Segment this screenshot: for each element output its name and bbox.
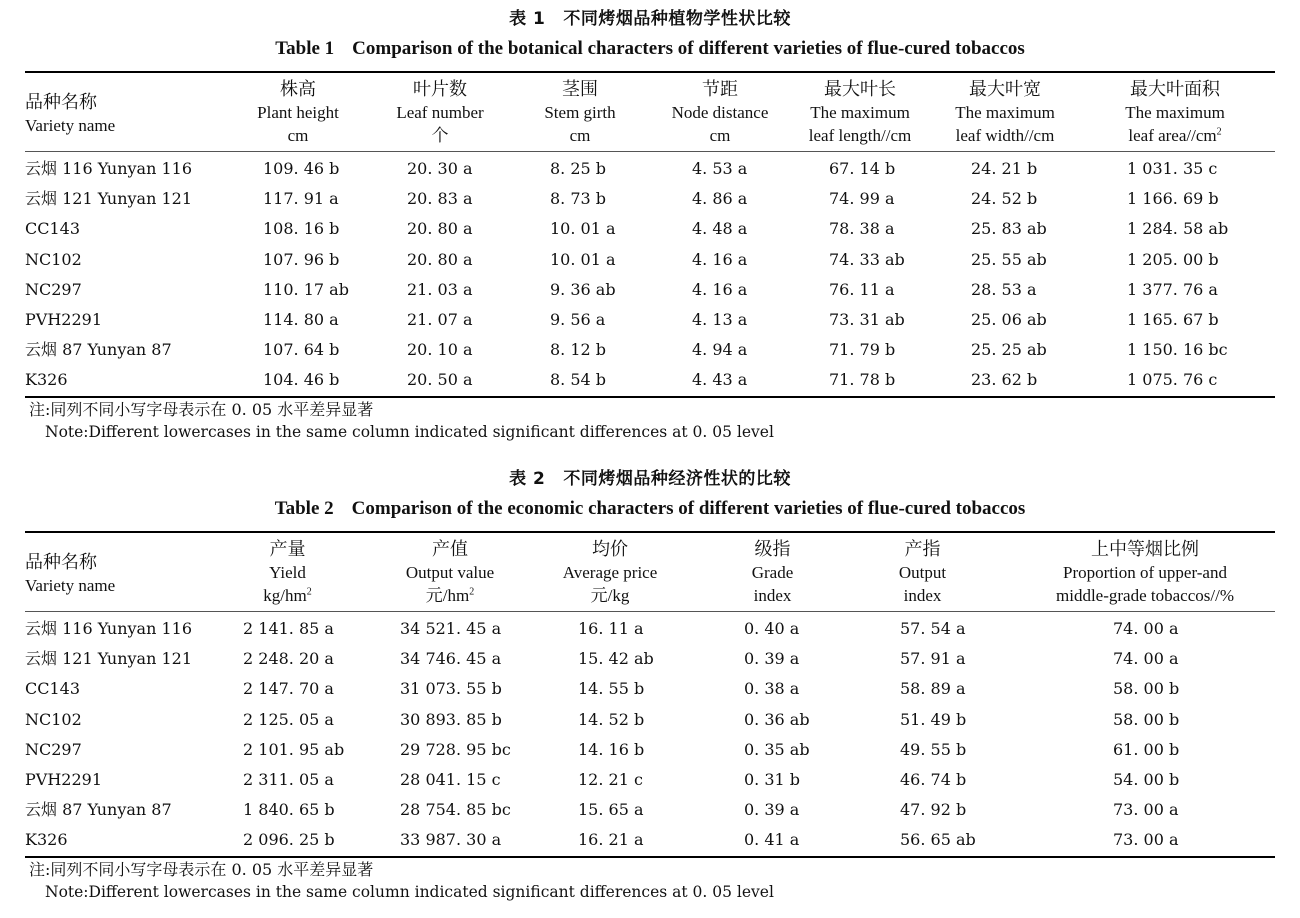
cell-yield: 2 311. 05 a (243, 769, 334, 789)
table-2-body (25, 614, 1275, 858)
cell-grade-index: 0. 38 a (744, 679, 800, 699)
cell-upper-middle-proportion: 54. 00 b (1113, 769, 1180, 789)
header-stem-girth (525, 78, 635, 147)
header-variety-name (25, 91, 245, 137)
table-row (25, 644, 1275, 674)
cell-stem-girth: 8. 73 b (550, 189, 607, 209)
table-1-number-cn: 表 1 (509, 9, 546, 29)
cell-variety-name: NC102 (25, 249, 82, 269)
cell-stem-girth: 8. 54 b (550, 370, 607, 390)
header-en: The maximum (1125, 103, 1225, 122)
header-unit: 元/kg (590, 586, 630, 605)
table-1-note-cn: 注:同列不同小写字母表示在 0. 05 水平差异显著 (29, 399, 374, 419)
cell-average-price: 15. 42 ab (578, 649, 654, 669)
cell-stem-girth: 10. 01 a (550, 249, 616, 269)
table-1-body (25, 154, 1275, 398)
cell-average-price: 12. 21 c (578, 769, 643, 789)
cell-average-price: 14. 55 b (578, 679, 645, 699)
header-variety-name (25, 551, 245, 597)
cell-variety-name: 云烟 121 Yunyan 121 (25, 649, 193, 669)
cell-max-leaf-area: 1 205. 00 b (1127, 249, 1219, 269)
header-node-distance (655, 78, 785, 147)
cell-variety-name: NC297 (25, 279, 82, 299)
header-cn: 均价 (592, 539, 628, 560)
cell-stem-girth: 9. 36 ab (550, 279, 616, 299)
cell-grade-index: 0. 39 a (744, 649, 800, 669)
table-2-caption-cn (25, 466, 1275, 492)
header-en: Average price (562, 563, 658, 582)
header-en: Proportion of upper-and (1063, 563, 1227, 582)
cell-grade-index: 0. 41 a (744, 830, 800, 850)
cell-max-leaf-width: 25. 06 ab (971, 309, 1047, 329)
cell-max-leaf-area: 1 150. 16 bc (1127, 340, 1228, 360)
table-1-header (25, 71, 1275, 152)
cell-plant-height: 108. 16 b (263, 219, 340, 239)
table-row (25, 275, 1275, 305)
cell-output-index: 51. 49 b (900, 709, 967, 729)
table-row (25, 184, 1275, 214)
cell-grade-index: 0. 40 a (744, 619, 800, 638)
table-2-caption-en (25, 495, 1275, 523)
header-unit (230, 584, 345, 607)
header-leaf-number (380, 78, 500, 147)
cell-node-distance: 4. 94 a (692, 340, 748, 360)
header-unit: leaf width//cm (955, 126, 1055, 145)
cell-leaf-number: 20. 50 a (407, 370, 473, 390)
header-unit (385, 584, 515, 607)
cell-upper-middle-proportion: 58. 00 b (1113, 709, 1180, 729)
cell-output-index: 49. 55 b (900, 739, 967, 759)
cell-upper-middle-proportion: 74. 00 a (1113, 649, 1179, 669)
cell-max-leaf-area: 1 377. 76 a (1127, 279, 1218, 299)
cell-node-distance: 4. 48 a (692, 219, 748, 239)
table-2-note-cn: 注:同列不同小写字母表示在 0. 05 水平差异显著 (29, 859, 374, 879)
cell-variety-name: K326 (25, 370, 68, 390)
header-unit: index (753, 586, 792, 605)
header-cn: 最大叶面积 (1130, 79, 1220, 100)
header-average-price (545, 538, 675, 607)
cell-output-index: 57. 91 a (900, 649, 966, 669)
cell-max-leaf-area: 1 284. 58 ab (1127, 219, 1229, 239)
table-row (25, 614, 1275, 644)
cell-output-value: 31 073. 55 b (400, 679, 502, 699)
header-cn: 级指 (754, 539, 791, 560)
header-upper-middle-proportion (1030, 538, 1260, 607)
cell-yield: 2 141. 85 a (243, 619, 334, 638)
cell-plant-height: 107. 96 b (263, 249, 340, 269)
cell-plant-height: 117. 91 a (263, 189, 339, 209)
table-2-note-en: Note:Different lowercases in the same column indicated significant differences at 0. 05 level (45, 882, 774, 901)
cell-leaf-number: 21. 03 a (407, 279, 473, 299)
header-cn: 株高 (280, 79, 316, 100)
cell-average-price: 14. 16 b (578, 739, 645, 759)
cell-yield: 1 840. 65 b (243, 800, 335, 820)
header-unit: cm (569, 126, 591, 145)
header-grade-index (725, 538, 820, 607)
header-unit: 个 (431, 126, 449, 145)
cell-variety-name: 云烟 87 Yunyan 87 (25, 800, 172, 820)
header-unit: leaf length//cm (808, 126, 912, 145)
table-1-note-en: Note:Different lowercases in the same column indicated significant differences at 0. 05 level (45, 422, 774, 441)
cell-leaf-number: 20. 80 a (407, 219, 473, 239)
header-cn: 产指 (904, 539, 941, 560)
cell-max-leaf-width: 24. 21 b (971, 159, 1038, 178)
cell-max-leaf-width: 25. 55 ab (971, 249, 1047, 269)
cell-output-value: 30 893. 85 b (400, 709, 502, 729)
table-1-title-en: Comparison of the botanical characters of different varieties of flue-cured tobaccos (352, 38, 1025, 59)
cell-leaf-number: 20. 10 a (407, 340, 473, 360)
table-row (25, 765, 1275, 795)
cell-grade-index: 0. 31 b (744, 769, 801, 789)
cell-leaf-number: 20. 83 a (407, 189, 473, 209)
cell-upper-middle-proportion: 74. 00 a (1113, 619, 1179, 638)
cell-max-leaf-width: 24. 52 b (971, 189, 1038, 209)
header-cn: 产值 (432, 539, 468, 560)
cell-max-leaf-width: 28. 53 a (971, 279, 1037, 299)
cell-max-leaf-length: 76. 11 a (829, 279, 895, 299)
cell-plant-height: 114. 80 a (263, 309, 339, 329)
cell-max-leaf-area: 1 166. 69 b (1127, 189, 1219, 209)
table-row (25, 705, 1275, 735)
cell-max-leaf-width: 25. 25 ab (971, 340, 1047, 360)
table-row (25, 154, 1275, 184)
header-cn: 最大叶宽 (969, 79, 1041, 100)
cell-variety-name: 云烟 116 Yunyan 116 (25, 159, 193, 178)
header-en: The maximum (955, 103, 1055, 122)
cell-output-value: 28 041. 15 c (400, 769, 501, 789)
cell-max-leaf-length: 71. 79 b (829, 340, 896, 360)
header-en: The maximum (810, 103, 910, 122)
cell-output-index: 47. 92 b (900, 800, 967, 820)
cell-output-index: 56. 65 ab (900, 830, 976, 850)
cell-yield: 2 101. 95 ab (243, 739, 345, 759)
header-cn: 节距 (702, 79, 738, 100)
header-en: Node distance (671, 103, 769, 122)
header-cn: 上中等烟比例 (1091, 539, 1199, 560)
cell-node-distance: 4. 16 a (692, 279, 748, 299)
header-unit (1105, 124, 1245, 147)
table-1-title-cn: 不同烤烟品种植物学性状比较 (563, 9, 791, 29)
header-max-leaf-area (1105, 78, 1245, 147)
cell-variety-name: NC297 (25, 739, 82, 759)
table-2-notes (25, 859, 1275, 903)
header-en: Stem girth (544, 103, 616, 122)
header-plant-height (243, 78, 353, 147)
header-cn: 最大叶长 (824, 79, 896, 100)
cell-max-leaf-area: 1 031. 35 c (1127, 159, 1218, 178)
cell-variety-name: PVH2291 (25, 769, 102, 789)
cell-grade-index: 0. 39 a (744, 800, 800, 820)
cell-max-leaf-length: 71. 78 b (829, 370, 896, 390)
header-unit: index (903, 586, 942, 605)
cell-max-leaf-length: 78. 38 a (829, 219, 895, 239)
header-cn: 叶片数 (413, 79, 467, 100)
header-en: Grade (751, 563, 794, 582)
cell-variety-name: 云烟 121 Yunyan 121 (25, 189, 193, 209)
cell-stem-girth: 8. 25 b (550, 159, 607, 178)
cell-leaf-number: 20. 30 a (407, 159, 473, 178)
table-1-notes (25, 399, 1275, 443)
cell-output-index: 46. 74 b (900, 769, 967, 789)
cell-average-price: 14. 52 b (578, 709, 645, 729)
header-yield (230, 538, 345, 607)
cell-average-price: 16. 21 a (578, 830, 644, 850)
table-2-section (25, 466, 1275, 903)
cell-node-distance: 4. 43 a (692, 370, 748, 390)
cell-variety-name: CC143 (25, 219, 81, 239)
cell-leaf-number: 21. 07 a (407, 309, 473, 329)
cell-node-distance: 4. 53 a (692, 159, 748, 178)
header-unit-sup: 2 (306, 586, 312, 598)
header-cn: 茎围 (562, 79, 598, 100)
cell-plant-height: 109. 46 b (263, 159, 340, 178)
table-row (25, 305, 1275, 335)
cell-max-leaf-length: 67. 14 b (829, 159, 896, 178)
table-row (25, 674, 1275, 704)
header-en: Yield (269, 563, 306, 582)
header-unit-sup: 2 (469, 586, 475, 598)
header-max-leaf-length (795, 78, 925, 147)
cell-upper-middle-proportion: 73. 00 a (1113, 830, 1179, 850)
table-row (25, 735, 1275, 765)
cell-max-leaf-width: 25. 83 ab (971, 219, 1047, 239)
cell-yield: 2 147. 70 a (243, 679, 334, 699)
table-row (25, 214, 1275, 244)
header-cn: 产量 (269, 539, 306, 560)
cell-variety-name: PVH2291 (25, 309, 102, 329)
table-row (25, 795, 1275, 825)
header-en: Plant height (257, 103, 339, 122)
table-2-number-cn: 表 2 (509, 469, 546, 489)
cell-variety-name: 云烟 116 Yunyan 116 (25, 619, 193, 638)
table-row (25, 335, 1275, 365)
table-2-title-en: Comparison of the economic characters of different varieties of flue-cured tobaccos (351, 498, 1026, 519)
header-unit-text: 元/hm (425, 586, 470, 605)
cell-average-price: 16. 11 a (578, 619, 644, 638)
header-cn: 品种名称 (25, 552, 97, 573)
table-row (25, 365, 1275, 395)
header-unit-text: leaf area//cm (1128, 126, 1217, 145)
header-max-leaf-width (940, 78, 1070, 147)
cell-yield: 2 096. 25 b (243, 830, 335, 850)
table-1-caption-cn (25, 6, 1275, 32)
cell-stem-girth: 9. 56 a (550, 309, 606, 329)
cell-upper-middle-proportion: 73. 00 a (1113, 800, 1179, 820)
cell-output-value: 28 754. 85 bc (400, 800, 511, 820)
cell-node-distance: 4. 13 a (692, 309, 748, 329)
cell-output-value: 34 746. 45 a (400, 649, 502, 669)
table-row (25, 245, 1275, 275)
cell-upper-middle-proportion: 61. 00 b (1113, 739, 1180, 759)
header-en: Output value (405, 563, 495, 582)
header-output-value (385, 538, 515, 607)
table-1-caption-en (25, 35, 1275, 63)
header-unit-sup: 2 (1216, 126, 1222, 138)
cell-yield: 2 125. 05 a (243, 709, 334, 729)
cell-leaf-number: 20. 80 a (407, 249, 473, 269)
cell-grade-index: 0. 36 ab (744, 709, 810, 729)
header-cn: 品种名称 (25, 92, 97, 113)
cell-max-leaf-length: 74. 99 a (829, 189, 895, 209)
header-unit: cm (287, 126, 309, 145)
cell-yield: 2 248. 20 a (243, 649, 334, 669)
cell-output-value: 29 728. 95 bc (400, 739, 511, 759)
table-row (25, 825, 1275, 855)
cell-plant-height: 107. 64 b (263, 340, 340, 360)
cell-max-leaf-width: 23. 62 b (971, 370, 1038, 390)
cell-output-value: 34 521. 45 a (400, 619, 502, 638)
cell-output-value: 33 987. 30 a (400, 830, 502, 850)
cell-max-leaf-area: 1 165. 67 b (1127, 309, 1219, 329)
cell-grade-index: 0. 35 ab (744, 739, 810, 759)
table-2-number-en: Table 2 (274, 498, 334, 519)
cell-output-index: 57. 54 a (900, 619, 966, 638)
cell-stem-girth: 10. 01 a (550, 219, 616, 239)
cell-node-distance: 4. 16 a (692, 249, 748, 269)
table-2-title-cn: 不同烤烟品种经济性状的比较 (563, 469, 791, 489)
table-2-header (25, 531, 1275, 612)
cell-max-leaf-length: 74. 33 ab (829, 249, 905, 269)
cell-plant-height: 110. 17 ab (263, 279, 349, 299)
cell-variety-name: CC143 (25, 679, 81, 699)
table-1-number-en: Table 1 (275, 38, 335, 59)
cell-max-leaf-length: 73. 31 ab (829, 309, 905, 329)
cell-variety-name: 云烟 87 Yunyan 87 (25, 340, 172, 360)
cell-node-distance: 4. 86 a (692, 189, 748, 209)
header-en: Leaf number (396, 103, 484, 122)
header-en: Variety name (25, 576, 116, 595)
header-output-index (875, 538, 970, 607)
header-unit: middle-grade tobaccos//% (1056, 586, 1234, 605)
header-unit: cm (709, 126, 731, 145)
cell-average-price: 15. 65 a (578, 800, 644, 820)
cell-variety-name: K326 (25, 830, 68, 850)
table-1-section (25, 6, 1275, 443)
cell-variety-name: NC102 (25, 709, 82, 729)
header-unit-text: kg/hm (263, 586, 307, 605)
cell-max-leaf-area: 1 075. 76 c (1127, 370, 1218, 390)
cell-stem-girth: 8. 12 b (550, 340, 607, 360)
cell-plant-height: 104. 46 b (263, 370, 340, 390)
cell-output-index: 58. 89 a (900, 679, 966, 699)
header-en: Output (898, 563, 947, 582)
header-en: Variety name (25, 116, 116, 135)
cell-upper-middle-proportion: 58. 00 b (1113, 679, 1180, 699)
